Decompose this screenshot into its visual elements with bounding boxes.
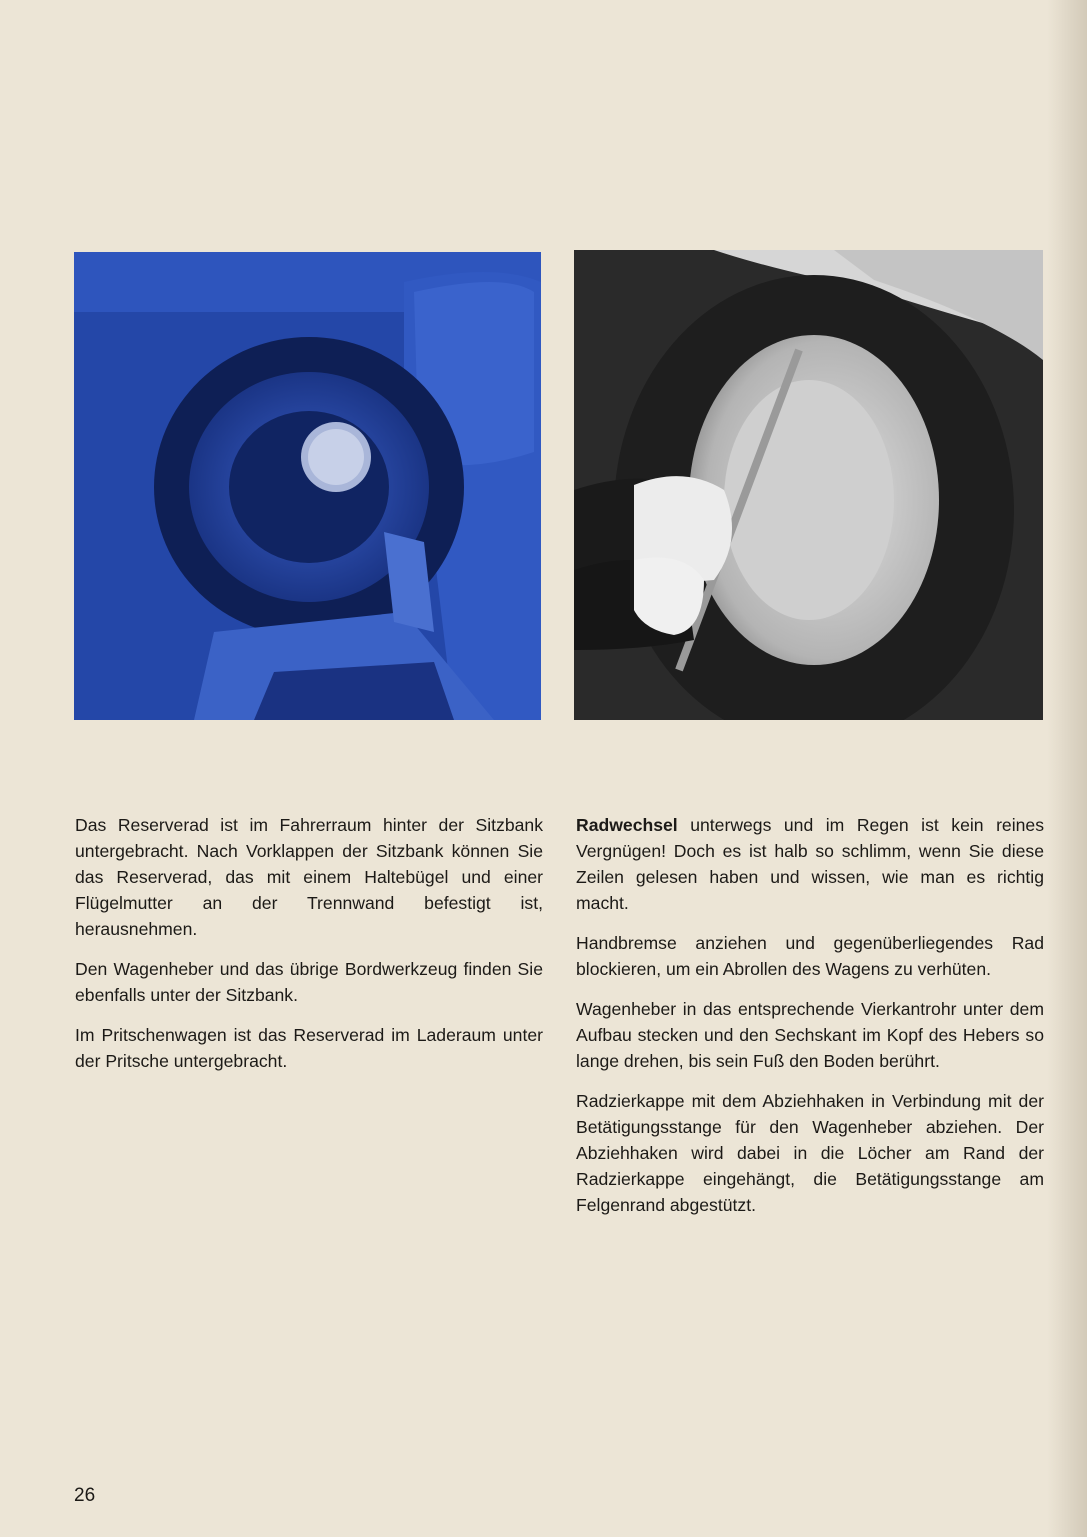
radwechsel-intro-text: unterwegs und im Regen ist kein reines Vergnügen! Doch es ist halb so schlimm, wenn Sie diese Zeilen gelesen haben und wissen, wie man es richtig macht. bbox=[576, 815, 1044, 913]
spare-wheel-photo bbox=[74, 252, 541, 720]
paragraph-radwechsel-intro bbox=[576, 812, 1044, 916]
paragraph-handbrake: Handbremse anziehen und gegenüberliegendes Rad blockieren, um ein Abrollen des Wagens zu verhüten. bbox=[576, 933, 1044, 979]
paragraph-spare-wheel-location: Das Reserverad ist im Fahrerraum hinter der Sitzbank untergebracht. Nach Vorklappen der Sitzbank können Sie das Reserverad, das mit einem Haltebügel und einer Flügelmutter an der Trennwand befestigt ist, herausnehmen. bbox=[75, 815, 543, 939]
paragraph-hubcap: Radzierkappe mit dem Abziehhaken in Verbindung mit der Betätigungsstange für den Wagenheber abziehen. Der Abziehhaken wird dabei in die Löcher am Rand der Radzierkappe eingehängt, die Betätigungsstange am Felgenrand abgestützt. bbox=[576, 1091, 1044, 1215]
radwechsel-heading: Radwechsel bbox=[576, 815, 678, 835]
page-edge-shadow bbox=[1047, 0, 1087, 1537]
left-text-column bbox=[75, 812, 543, 1088]
right-text-column bbox=[576, 812, 1044, 1232]
hubcap-removal-photo bbox=[574, 250, 1043, 720]
page-number: 26 bbox=[74, 1485, 96, 1506]
paragraph-pickup-spare-wheel: Im Pritschenwagen ist das Reserverad im Laderaum unter der Pritsche untergebracht. bbox=[75, 1025, 543, 1071]
paragraph-jack: Wagenheber in das entsprechende Vierkantrohr unter dem Aufbau stecken und den Sechskant im Kopf des Hebers so lange drehen, bis sein Fuß den Boden berührt. bbox=[576, 999, 1044, 1071]
paragraph-jack-location: Den Wagenheber und das übrige Bordwerkzeug finden Sie ebenfalls unter der Sitzbank. bbox=[75, 959, 543, 1005]
